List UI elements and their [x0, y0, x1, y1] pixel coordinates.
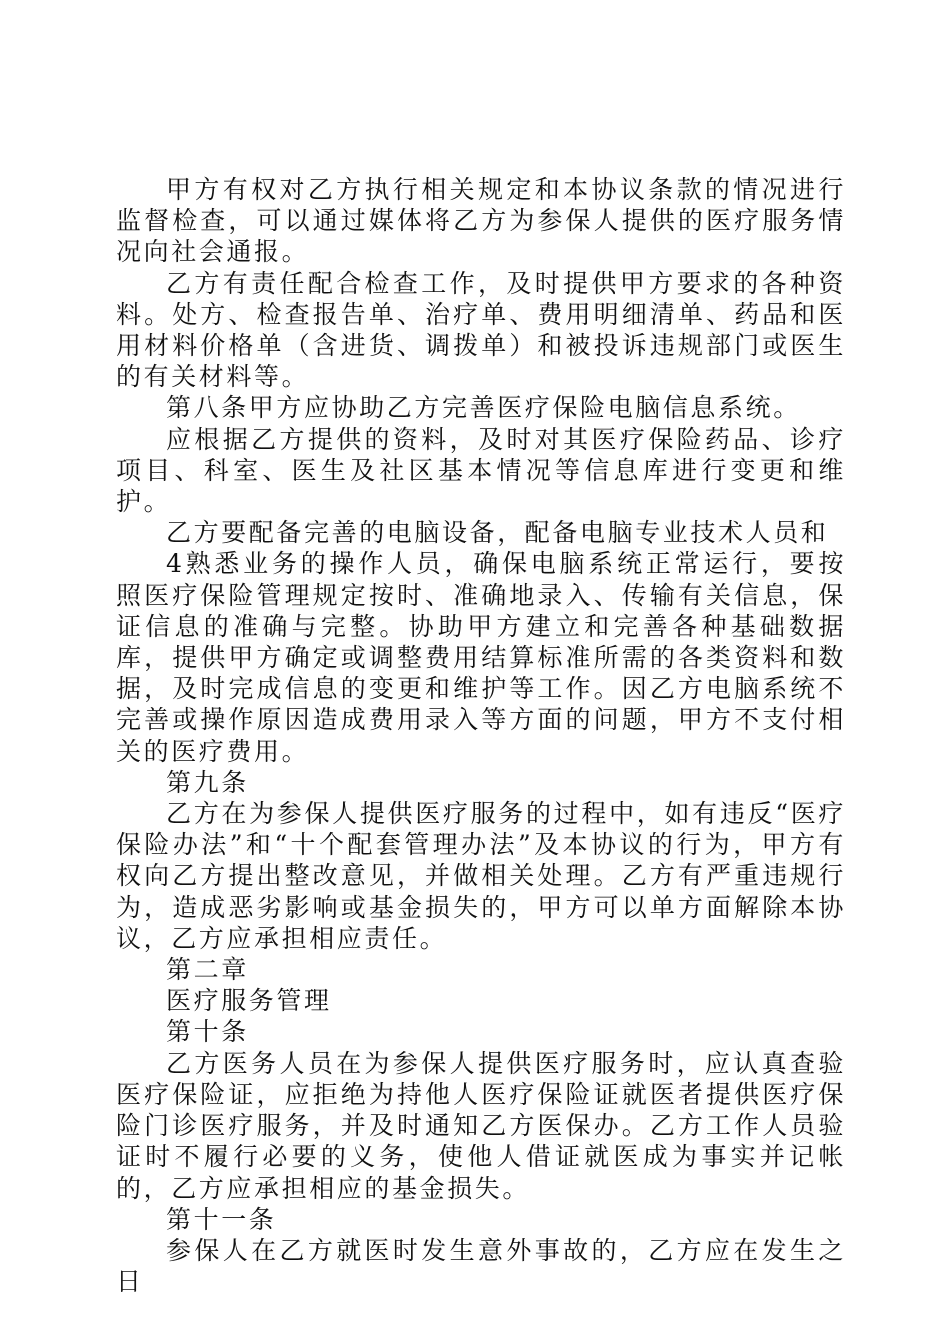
article-11-heading: 第十一条 — [166, 1204, 277, 1234]
paragraph-system-operation: 4熟悉业务的操作人员，确保电脑系统正常运行，要按照医疗保险管理规定按时、准确地录入、传输有关信息，保证信息的准确与完整。协助甲方建立和完善各种基础数据库，提供甲方确定或调整费用结算标准所需的各类资料和数据，及时完成信息的变更和维护等工作。因乙方电脑系统不完善或操作原因造成费用录入等方面的问题，甲方不支付相关的医疗费用。 — [116, 549, 846, 766]
paragraph-inspection-cooperation: 乙方有责任配合检查工作，及时提供甲方要求的各种资料。处方、检查报告单、治疗单、费用明细清单、药品和医用材料价格单（含进货、调拨单）和被投诉违规部门或医生的有关材料等。 — [116, 268, 846, 392]
chapter-2-heading: 第二章 — [166, 955, 249, 985]
article-10-heading: 第十条 — [166, 1017, 249, 1047]
article-9-heading: 第九条 — [166, 767, 249, 797]
paragraph-computer-equipment: 乙方要配备完善的电脑设备，配备电脑专业技术人员和 — [166, 518, 829, 548]
chapter-2-title: 医疗服务管理 — [166, 986, 332, 1016]
document-body — [116, 174, 846, 1297]
paragraph-database-maintenance: 应根据乙方提供的资料，及时对其医疗保险药品、诊疗项目、科室、医生及社区基本情况等信息库进行变更和维护。 — [116, 424, 846, 517]
paragraph-insurance-card-check: 乙方医务人员在为参保人提供医疗服务时，应认真查验医疗保险证，应拒绝为持他人医疗保险证就医者提供医疗保险门诊医疗服务，并及时通知乙方医保办。乙方工作人员验证时不履行必要的义务，使他人借证就医成为事实并记帐的，乙方应承担相应的基金损失。 — [116, 1048, 846, 1203]
article-8-heading: 第八条甲方应协助乙方完善医疗保险电脑信息系统。 — [166, 393, 801, 423]
paragraph-violation-handling: 乙方在为参保人提供医疗服务的过程中，如有违反“医疗保险办法”和“十个配套管理办法”及本协议的行为，甲方有权向乙方提出整改意见，并做相关处理。乙方有严重违规行为，造成恶劣影响或基金损失的，甲方可以单方面解除本协议，乙方应承担相应责任。 — [116, 799, 846, 953]
paragraph-accident-report: 参保人在乙方就医时发生意外事故的，乙方应在发生之日 — [116, 1235, 846, 1297]
paragraph-supervision-right: 甲方有权对乙方执行相关规定和本协议条款的情况进行监督检查，可以通过媒体将乙方为参保人提供的医疗服务情况向社会通报。 — [116, 175, 846, 267]
